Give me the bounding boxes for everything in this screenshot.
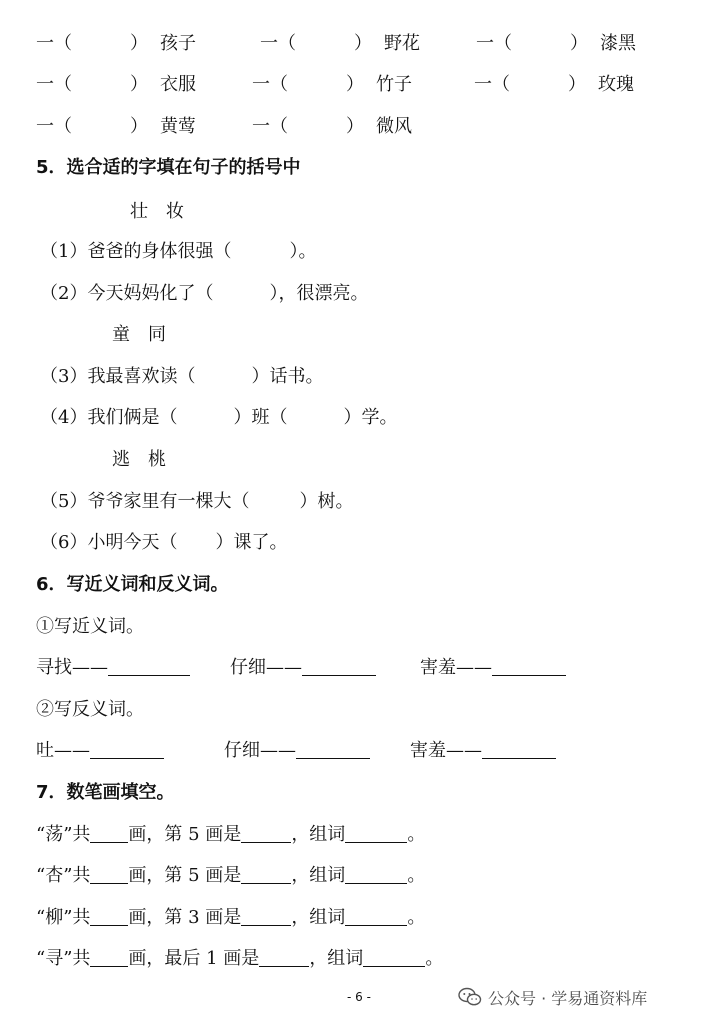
- watermark-text: 公众号 · 学易通资料库: [488, 988, 648, 1008]
- antonym-item: 害羞——: [410, 740, 556, 762]
- char-pair: 童 同: [112, 324, 166, 345]
- antonym-item: 仔细——: [224, 740, 370, 762]
- synonym-subtitle: ①写近义词。: [36, 616, 144, 637]
- measure-item: 一（ ） 竹子: [252, 74, 412, 95]
- measure-item: 一（ ） 野花: [260, 33, 420, 54]
- char-pair: 逃 桃: [112, 449, 166, 470]
- measure-item: 一（ ） 黄莺: [36, 116, 196, 137]
- sentence-item: （6）小明今天（ ）课了。: [40, 532, 288, 553]
- char-pair: 壮 妆: [130, 201, 184, 222]
- measure-item: 一（ ） 孩子: [36, 33, 196, 54]
- sentence-item: （1）爸爸的身体很强（ ）。: [40, 241, 317, 262]
- stroke-item: “寻”共 画，最后 1 画是 ，组词 。: [36, 948, 444, 969]
- stroke-item: “柳”共 画，第 3 画是 ，组词 。: [36, 907, 426, 928]
- section-6-title: 6．写近义词和反义词。: [36, 574, 229, 595]
- measure-item: 一（ ） 衣服: [36, 74, 196, 95]
- stroke-item: “荡”共 画，第 5 画是 ，组词 。: [36, 824, 426, 845]
- sentence-item: （5）爷爷家里有一棵大（ ）树。: [40, 491, 354, 512]
- antonym-subtitle: ②写反义词。: [36, 699, 144, 720]
- page-number: - 6 -: [347, 990, 371, 1004]
- wechat-icon: [458, 987, 482, 1007]
- measure-item: 一（ ） 漆黑: [476, 33, 636, 54]
- synonym-item: 害羞——: [420, 657, 566, 679]
- synonym-item: 仔细——: [230, 657, 376, 679]
- synonym-item: 寻找——: [36, 657, 190, 679]
- measure-item: 一（ ） 玫瑰: [474, 74, 634, 95]
- stroke-item: “杏”共 画，第 5 画是 ，组词 。: [36, 865, 426, 886]
- measure-item: 一（ ） 微风: [252, 116, 412, 137]
- sentence-item: （3）我最喜欢读（ ）话书。: [40, 366, 324, 387]
- sentence-item: （4）我们俩是（ ）班（ ）学。: [40, 407, 398, 428]
- section-5-title: 5．选合适的字填在句子的括号中: [36, 157, 301, 178]
- sentence-item: （2）今天妈妈化了（ ），很漂亮。: [40, 283, 369, 304]
- watermark: [458, 984, 647, 1010]
- antonym-item: 吐——: [36, 740, 164, 762]
- section-7-title: 7．数笔画填空。: [36, 782, 175, 803]
